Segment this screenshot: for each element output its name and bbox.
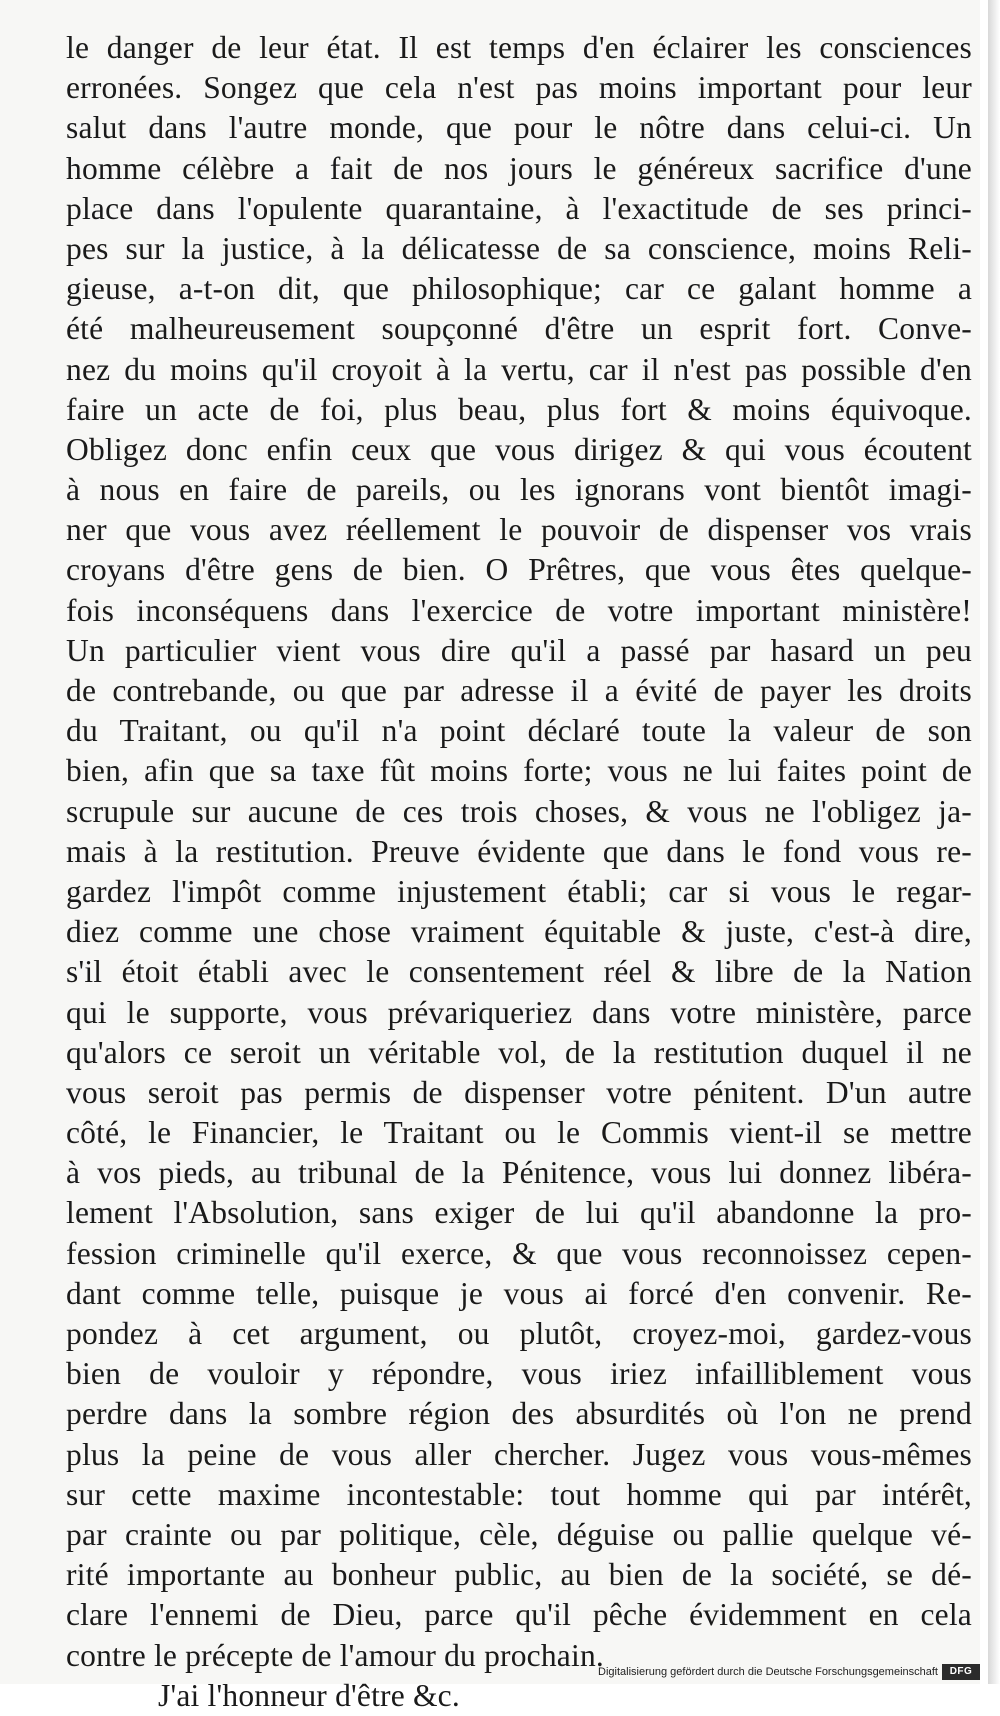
text-line: le danger de leur état. Il est temps d'en éclairer les consciences [66,30,972,65]
text-line: s'il étoit établi avec le consentement réel & libre de la Nation [66,954,972,990]
text-line: bien, afin que sa taxe fût moins forte; vous ne lui faites point de [66,753,972,789]
text-line: bien de vouloir y répondre, vous iriez infailliblement vous [66,1356,972,1392]
text-line: lement l'Absolution, sans exiger de lui qu'il abandonne la pro- [66,1195,972,1231]
text-line: gardez l'impôt comme injustement établi; car si vous le regar- [66,873,972,909]
text-line: clare l'ennemi de Dieu, parce qu'il pêche évidemment en cela [66,1597,972,1633]
text-line: mais à la restitution. Preuve évidente que dans le fond vous re- [66,833,972,869]
text-line: par crainte ou par politique, cèle, déguise ou pallie quelque vé- [66,1516,972,1552]
text-line: fois inconséquens dans l'exercice de votre important ministère! [66,592,972,628]
text-line: croyans d'être gens de bien. O Prêtres, que vous êtes quelque- [66,552,972,588]
text-line: du Traitant, ou qu'il n'a point déclaré toute la valeur de son [66,713,972,749]
dfg-logo: DFG [942,1664,980,1680]
text-line: dant comme telle, puisque je vous ai forcé d'en convenir. Re- [66,1275,972,1311]
text-line: qui le supporte, vous prévariqueriez dans votre ministère, parce [66,994,972,1030]
text-line: à nous en faire de pareils, ou les ignorans vont bientôt imagi- [66,472,972,508]
page-text [66,28,972,1716]
text-line: à vos pieds, au tribunal de la Pénitence, vous lui donnez libéra- [66,1155,972,1191]
text-line: côté, le Financier, le Traitant ou le Commis vient-il se mettre [66,1115,972,1151]
text-line: été malheureusement soupçonné d'être un esprit fort. Conve- [66,311,972,347]
text-line: erronées. Songez que cela n'est pas moins important pour leur [66,70,972,106]
text-line: contre le précepte de l'amour du prochain. [66,1637,604,1673]
text-line: place dans l'opulente quarantaine, à l'exactitude de ses princi- [66,190,972,226]
text-line: ner que vous avez réellement le pouvoir de dispenser vos vrais [66,512,972,548]
text-line: Obligez donc enfin ceux que vous dirigez & qui vous écoutent [66,431,972,467]
text-line: plus la peine de vous aller chercher. Jugez vous vous-mêmes [66,1436,972,1472]
text-line: fession criminelle qu'il exerce, & que vous reconnoissez cepen- [66,1235,972,1271]
text-line: sur cette maxime incontestable: tout homme qui par intérêt, [66,1476,972,1512]
text-line: scrupule sur aucune de ces trois choses, & vous ne l'obligez ja- [66,793,972,829]
text-line: nez du moins qu'il croyoit à la vertu, car il n'est pas possible d'en [66,351,972,387]
text-line: de contrebande, ou que par adresse il a évité de payer les droits [66,673,972,708]
signoff: J'ai l'honneur d'être &c. [158,1677,460,1713]
text-line: vous seroit pas permis de dispenser votre pénitent. D'un autre [66,1074,972,1110]
text-line: pondez à cet argument, ou plutôt, croyez-moi, gardez-vous [66,1316,972,1351]
text-line: perdre dans la sombre région des absurdités où l'on ne prend [66,1396,972,1432]
text-line: qu'alors ce seroit un véritable vol, de la restitution duquel il ne [66,1034,972,1070]
text-line: homme célèbre a fait de nos jours le généreux sacrifice d'une [66,150,972,186]
text-line: salut dans l'autre monde, que pour le nôtre dans celui-ci. Un [66,110,972,146]
text-line: pes sur la justice, à la délicatesse de sa conscience, moins Reli- [66,230,972,266]
text-line: faire un acte de foi, plus beau, plus fort & moins équivoque. [66,391,972,427]
text-line: diez comme une chose vraiment équitable & juste, c'est-à dire, [66,914,972,950]
page-edge [988,0,1000,1684]
text-line: gieuse, a-t-on dit, que philosophique; car ce galant homme a [66,271,972,307]
digitization-credit: Digitalisierung gefördert durch die Deutsche Forschungsgemeinschaft [598,1666,938,1678]
text-line: rité importante au bonheur public, au bien de la société, se dé- [66,1557,972,1593]
text-line: Un particulier vient vous dire qu'il a passé par hasard un peu [66,632,972,668]
